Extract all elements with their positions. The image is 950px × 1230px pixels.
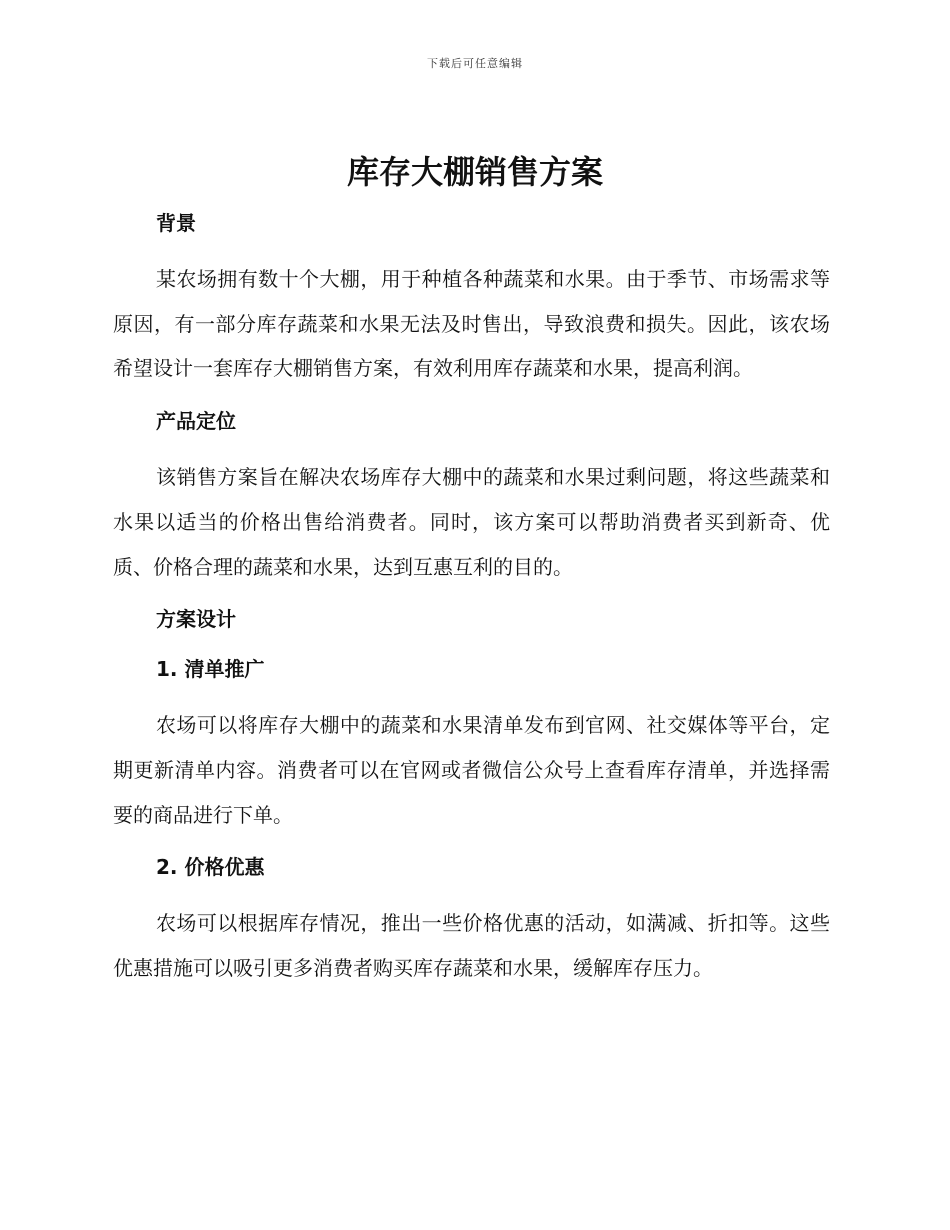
section-body-list-promotion: 农场可以将库存大棚中的蔬菜和水果清单发布到官网、社交媒体等平台，定期更新清单内容。消费者可以在官网或者微信公众号上查看库存清单，并选择需要的商品进行下单。 (113, 713, 830, 827)
header-note: 下载后可任意编辑 (427, 57, 523, 70)
section-heading-price-discount: 2. 价格优惠 (156, 855, 265, 880)
document-body (113, 203, 830, 991)
section-heading-background: 背景 (156, 211, 196, 235)
section-body-positioning: 该销售方案旨在解决农场库存大棚中的蔬菜和水果过剩问题，将这些蔬菜和水果以适当的价格出售给消费者。同时，该方案可以帮助消费者买到新奇、优质、价格合理的蔬菜和水果，达到互惠互利的目的。 (113, 465, 830, 579)
section-body-background: 某农场拥有数十个大棚，用于种植各种蔬菜和水果。由于季节、市场需求等原因，有一部分库存蔬菜和水果无法及时售出，导致浪费和损失。因此，该农场希望设计一套库存大棚销售方案，有效利用库存蔬菜和水果，提高利润。 (113, 267, 830, 381)
section-heading-list-promotion: 1. 清单推广 (156, 657, 265, 682)
section-body-price-discount: 农场可以根据库存情况，推出一些价格优惠的活动，如满减、折扣等。这些优惠措施可以吸引更多消费者购买库存蔬菜和水果，缓解库存压力。 (113, 911, 830, 981)
section-heading-design: 方案设计 (156, 607, 236, 632)
document-title: 库存大棚销售方案 (346, 153, 603, 191)
section-heading-positioning: 产品定位 (156, 409, 236, 434)
